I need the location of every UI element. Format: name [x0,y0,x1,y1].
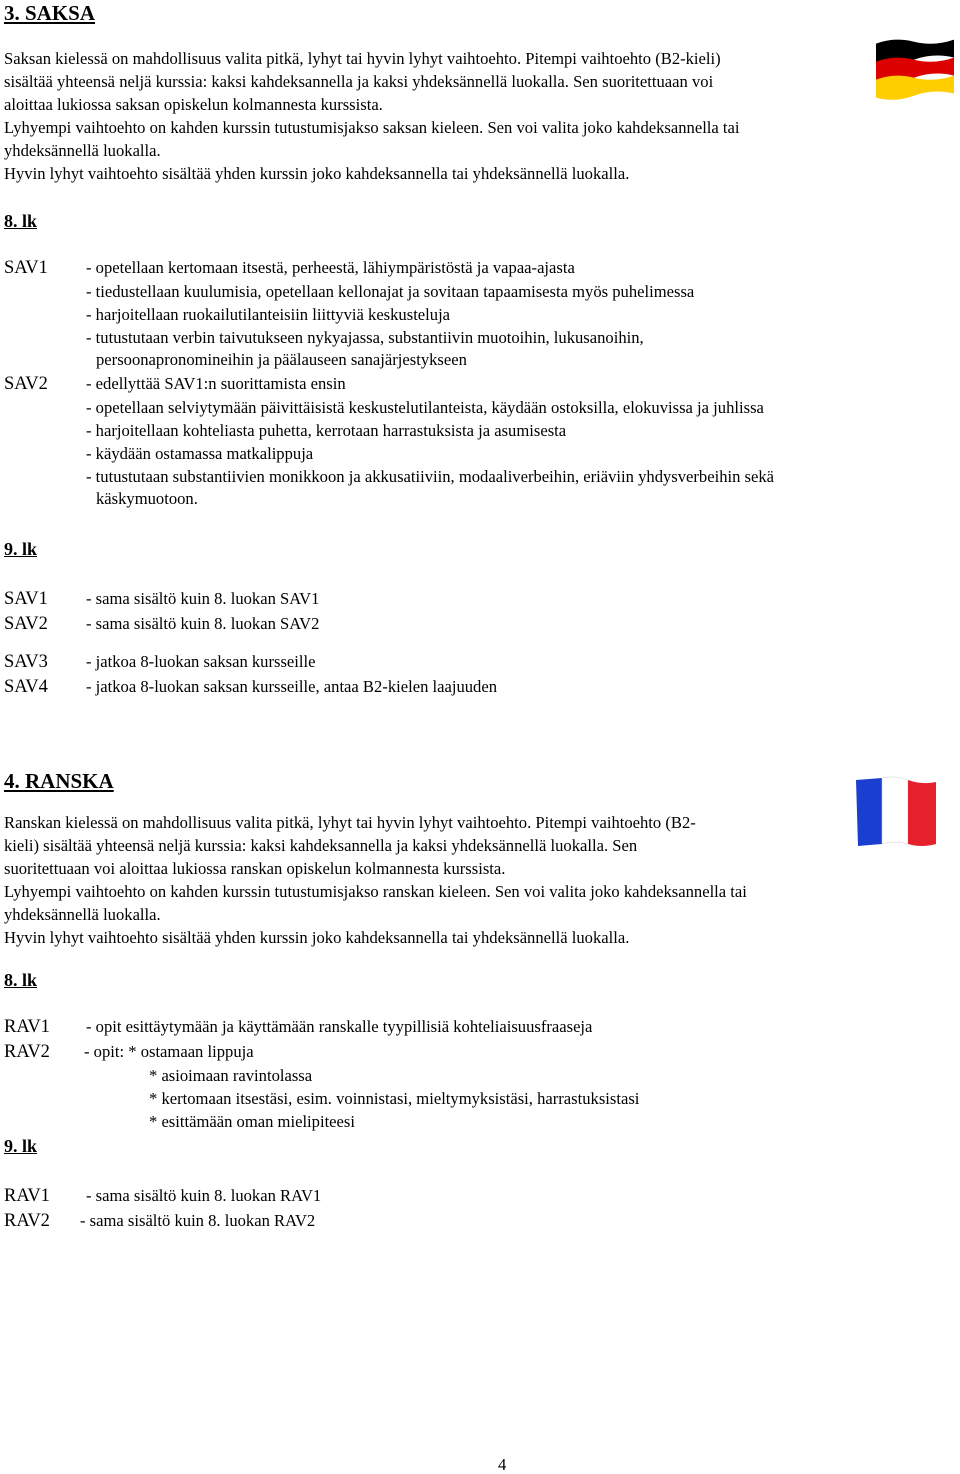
course-description-line: - tutustutaan verbin taivutukseen nykyajassa, substantiivin muotoihin, lukusanoihin, [86,328,644,347]
saksa-grade8-heading: 8. lk [4,211,38,231]
course-description-line: - opetellaan kertomaan itsestä, perheestä, lähiympäristöstä ja vapaa-ajasta [86,258,575,277]
course-description-line: käskymuotoon. [96,489,198,508]
course-code-sav1: SAV1 [4,589,48,609]
course-description-line: - jatkoa 8-luokan saksan kursseille [86,652,316,671]
course-code-sav2: SAV2 [4,614,48,634]
ranska-intro-line: Lyhyempi vaihtoehto on kahden kurssin tutustumisjakso ranskan kieleen. Sen voi valita joko kahdeksannella tai [4,882,747,901]
saksa-intro-line: yhdeksännellä luokalla. [4,141,161,160]
course-description-line: - sama sisältö kuin 8. luokan RAV1 [86,1186,322,1205]
saksa-grade9-heading: 9. lk [4,539,38,559]
section-heading-ranska: 4. RANSKA [4,769,114,793]
page-number: 4 [498,1455,507,1474]
saksa-intro-line: Saksan kielessä on mahdollisuus valita pitkä, lyhyt tai hyvin lyhyt vaihtoehto. Pitempi vaihtoehto (B2-kieli) [4,49,721,68]
saksa-intro-line: Hyvin lyhyt vaihtoehto sisältää yhden kurssin joko kahdeksannella tai yhdeksännellä luokalla. [4,164,630,183]
course-code-rav2: RAV2 [4,1211,50,1231]
ranska-intro-line: yhdeksännellä luokalla. [4,905,161,924]
ranska-intro-line: Ranskan kielessä on mahdollisuus valita pitkä, lyhyt tai hyvin lyhyt vaihtoehto. Pitempi vaihtoehto (B2- [4,813,696,832]
saksa-intro-line: sisältää yhteensä neljä kurssia: kaksi kahdeksannella ja kaksi yhdeksännellä luokalla. Sen suoritettuaan voi [4,72,714,91]
ranska-intro-line: suoritettuaan voi aloittaa lukiossa ranskan opiskelun kolmannesta kurssista. [4,859,506,878]
course-description-line: * kertomaan itsestäsi, esim. voinnistasi, mieltymyksistäsi, harrastuksistasi [149,1089,640,1108]
french-flag-icon [850,772,942,852]
course-description-line: - jatkoa 8-luokan saksan kursseille, antaa B2-kielen laajuuden [86,677,498,696]
course-description-line: - harjoitellaan kohteliasta puhetta, kerrotaan harrastuksista ja asumisesta [86,421,567,440]
ranska-intro-line: Hyvin lyhyt vaihtoehto sisältää yhden kurssin joko kahdeksannella tai yhdeksännellä luokalla. [4,928,630,947]
course-description-line: * esittämään oman mielipiteesi [149,1112,355,1131]
german-flag-icon [870,34,958,100]
course-code-rav1: RAV1 [4,1186,50,1206]
ranska-intro-line: kieli) sisältää yhteensä neljä kurssia: kaksi kahdeksannella ja kaksi yhdeksännellä luokalla. Sen [4,836,638,855]
course-code-sav1: SAV1 [4,258,48,278]
course-code-rav1: RAV1 [4,1017,50,1037]
ranska-grade8-heading: 8. lk [4,970,38,990]
course-description-line: - sama sisältö kuin 8. luokan RAV2 [80,1211,316,1230]
course-code-sav3: SAV3 [4,652,48,672]
course-description-line: - sama sisältö kuin 8. luokan SAV1 [86,589,320,608]
course-description-line: - opit esittäytymään ja käyttämään ranskalle tyypillisiä kohteliaisuusfraaseja [86,1017,593,1036]
course-code-rav2: RAV2 [4,1042,50,1062]
course-description-line: - sama sisältö kuin 8. luokan SAV2 [86,614,320,633]
course-description-line: - opetellaan selviytymään päivittäisistä keskustelutilanteista, käydään ostoksilla, elokuvissa ja juhlissa [86,398,764,417]
course-description-line: - harjoitellaan ruokailutilanteisiin liittyviä keskusteluja [86,305,451,324]
course-description-line: - edellyttää SAV1:n suorittamista ensin [86,374,346,393]
course-description-line: * asioimaan ravintolassa [149,1066,313,1085]
course-description-line: - opit: * ostamaan lippuja [84,1042,254,1061]
saksa-intro-line: Lyhyempi vaihtoehto on kahden kurssin tutustumisjakso saksan kieleen. Sen voi valita joko kahdeksannella tai [4,118,740,137]
saksa-intro-line: aloittaa lukiossa saksan opiskelun kolmannesta kurssista. [4,95,383,114]
ranska-grade9-heading: 9. lk [4,1136,38,1156]
course-code-sav4: SAV4 [4,677,48,697]
course-code-sav2: SAV2 [4,374,48,394]
course-description-line: - tiedustellaan kuulumisia, opetellaan kellonajat ja sovitaan tapaamisesta myös puhelimessa [86,282,695,301]
course-description-line: - tutustutaan substantiivien monikkoon ja akkusatiiviin, modaaliverbeihin, eriäviin yhdysverbeihin sekä [86,467,775,486]
section-heading-saksa: 3. SAKSA [4,1,96,25]
course-description-line: - käydään ostamassa matkalippuja [86,444,314,463]
course-description-line: persoonapronomineihin ja päälauseen sanajärjestykseen [96,350,467,369]
